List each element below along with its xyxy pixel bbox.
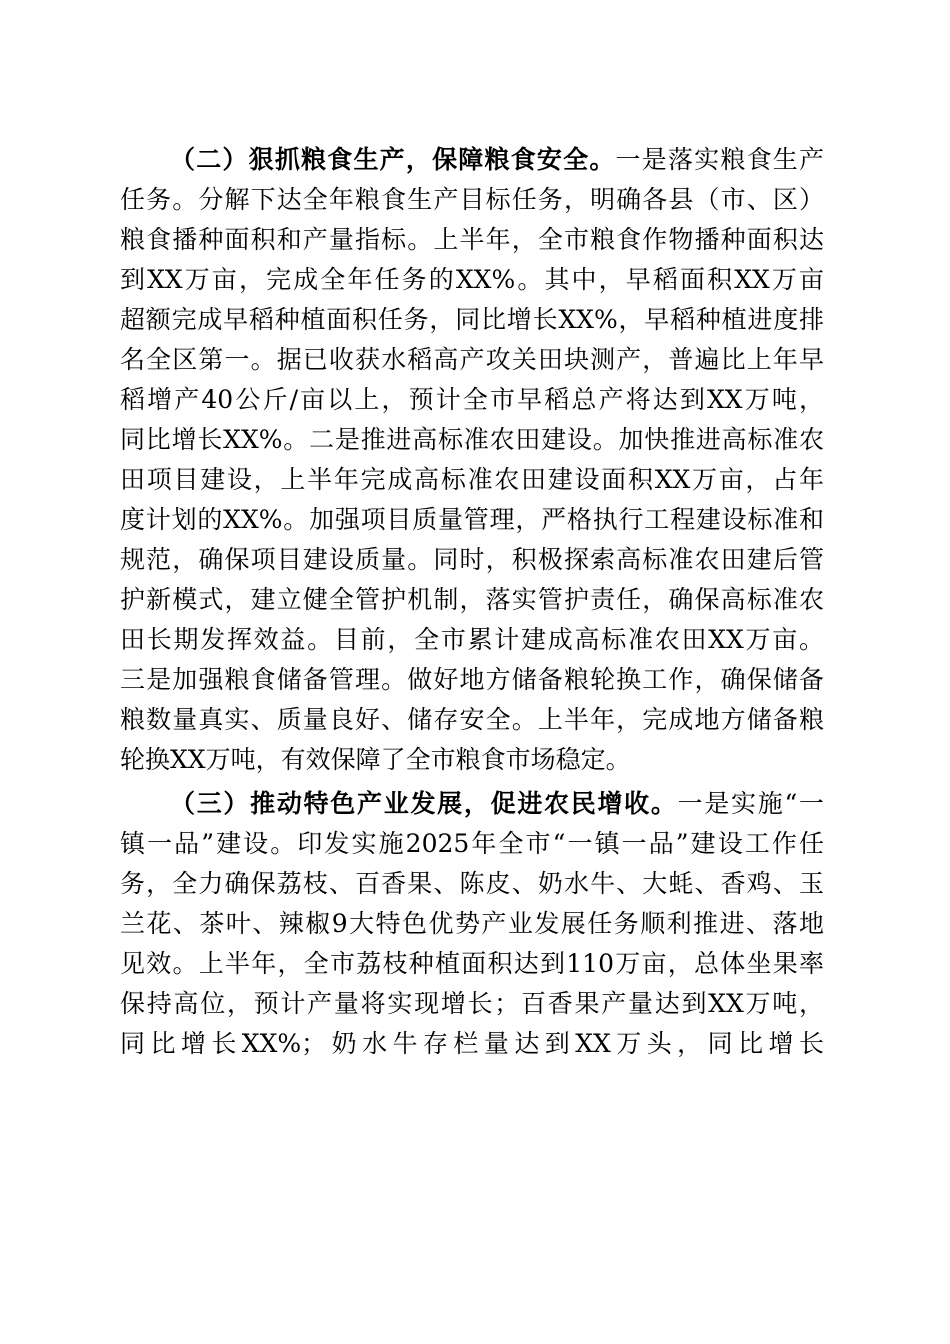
paragraph-line: 兰花、茶叶、辣椒9大特色优势产业发展任务顺利推进、落地: [120, 909, 824, 938]
paragraph-line: [120, 140, 824, 180]
paragraph-line: [120, 784, 824, 824]
paragraph-line: 规范，确保项目建设质量。同时，积极探索高标准农田建后管: [120, 545, 824, 574]
paragraph-line: 护新模式，建立健全管护机制，落实管护责任，确保高标准农: [120, 585, 824, 614]
paragraph-text: 一是落实粮食生产: [615, 145, 824, 174]
document-body: [120, 140, 824, 1064]
section-heading: （三）推动特色产业发展，促进农民增收。: [170, 789, 678, 818]
paragraph-line: 见效。上半年，全市荔枝种植面积达到110万亩，总体坐果率: [120, 949, 824, 978]
paragraph-line: 粮食播种面积和产量指标。上半年，全市粮食作物播种面积达: [120, 225, 824, 254]
paragraph-line: 到XX万亩，完成全年任务的XX%。其中，早稻面积XX万亩: [120, 265, 824, 294]
paragraph-line: 度计划的XX%。加强项目质量管理，严格执行工程建设标准和: [120, 505, 824, 534]
paragraph-line: 镇一品”建设。印发实施2025年全市“一镇一品”建设工作任: [120, 829, 824, 858]
section-heading: （二）狠抓粮食生产，保障粮食安全。: [170, 145, 616, 174]
paragraph-line: 任务。分解下达全年粮食生产目标任务，明确各县（市、区）: [120, 185, 824, 214]
paragraph-line: 超额完成早稻种植面积任务，同比增长XX%，早稻种植进度排: [120, 305, 824, 334]
paragraph-line: 轮换XX万吨，有效保障了全市粮食市场稳定。: [120, 745, 631, 774]
paragraph-line: 田项目建设，上半年完成高标准农田建设面积XX万亩，占年: [120, 465, 824, 494]
paragraph-line: 务，全力确保荔枝、百香果、陈皮、奶水牛、大蚝、香鸡、玉: [120, 869, 824, 898]
paragraph-text: 一是实施“一: [677, 789, 824, 818]
paragraph-line: 粮数量真实、质量良好、储存安全。上半年，完成地方储备粮: [120, 705, 824, 734]
paragraph-line: 名全区第一。据已收获水稻高产攻关田块测产，普遍比上年早: [120, 345, 824, 374]
paragraph-line: 三是加强粮食储备管理。做好地方储备粮轮换工作，确保储备: [120, 665, 824, 694]
paragraph-line: 保持高位，预计产量将实现增长；百香果产量达到XX万吨，: [120, 989, 824, 1018]
paragraph-line: 田长期发挥效益。目前，全市累计建成高标准农田XX万亩。: [120, 625, 824, 654]
paragraph-line: 同比增长XX%；奶水牛存栏量达到XX万头，同比增长: [120, 1029, 824, 1058]
paragraph-line: 同比增长XX%。二是推进高标准农田建设。加快推进高标准农: [120, 425, 824, 454]
paragraph-line: 稻增产40公斤/亩以上，预计全市早稻总产将达到XX万吨，: [120, 385, 824, 414]
